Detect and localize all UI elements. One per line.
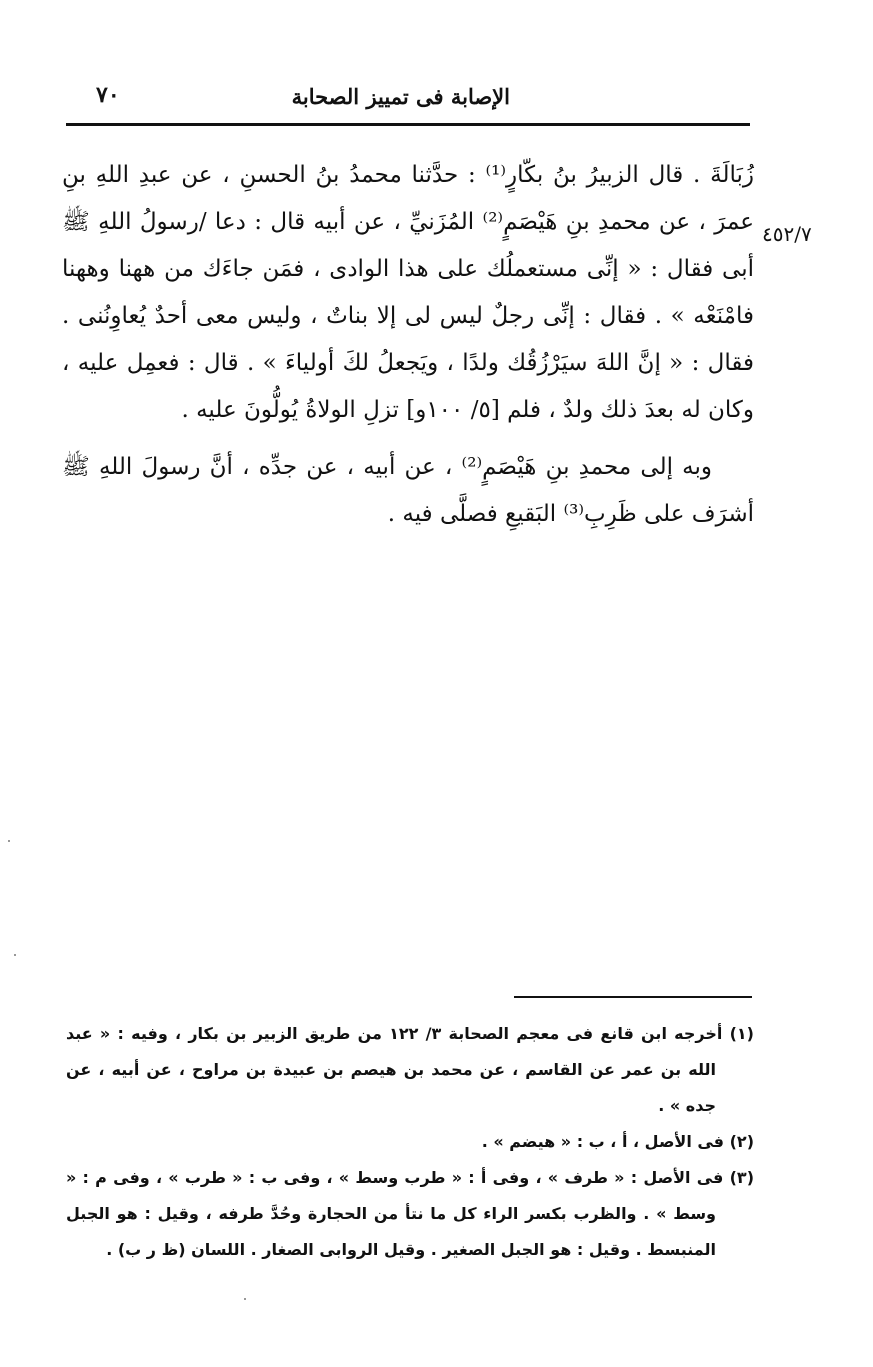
page-number: ٧٠: [96, 82, 120, 108]
paragraph-2: وبه إلى محمدِ بنِ هَيْصَمٍ⁽²⁾ ، عن أبيه ، عن جدِّه ، أنَّ رسولَ اللهِ ﷺ أشرَف على ظَرِبِ⁽³⁾ البَقيعِ فصلَّى فيه .: [62, 454, 754, 527]
header-rule: [66, 123, 750, 126]
paragraph-1: زُبَالَةَ . قال الزبيرُ بنُ بكّارٍ⁽¹⁾ : حدَّثنا محمدُ بنُ الحسنِ ، عن عبدِ اللهِ بنِ عمرَ ، عن محمدِ بنِ هَيْصَمٍ⁽²⁾ المُزَنيِّ ، عن أبيه قال : دعا /رسولُ اللهِ ﷺ أبى فقال : « إنِّى مستعملُك على هذا الوادى ، فمَن جاءَك من ههنا وههنا فامْنَعْه » . فقال : إنِّى رجلٌ ليس لى إلا بناتٌ ، وليس معى أحدٌ يُعاوِنُنى . فقال : « إنَّ اللهَ سيَرْزُقُك ولدًا ، ويَجعلُ لكَ أولياءَ » . قال : فعمِل عليه ، وكان له بعدَ ذلك ولدٌ ، فلم [٥/ ١٠٠و] تزلِ الولاةُ يُولُّونَ عليه .: [62, 162, 754, 423]
footnote-2: (٢) فى الأصل ، أ ، ب : « هيضم » .: [481, 1132, 754, 1151]
footnote-1: (١) أخرجه ابن قانع فى معجم الصحابة ٣/ ١٢٢ من طريق الزبير بن بكار ، وفيه : « عبد الله بن عمر عن القاسم ، عن محمد بن هيصم بن عبيدة بن مراوح ، عن أبيه ، عن جده » .: [66, 1024, 754, 1115]
footnotes: [66, 1016, 754, 1268]
scan-speck: [244, 1298, 246, 1300]
scan-speck: [14, 954, 16, 956]
margin-reference: ٤٥٢/٧: [762, 222, 812, 246]
main-text: [62, 152, 754, 538]
scan-speck: [8, 840, 10, 842]
footnote-rule: [514, 996, 752, 998]
running-title: الإصابة فى تمييز الصحابة: [291, 84, 510, 109]
footnote-3: (٣) فى الأصل : « طرف » ، وفى أ : « طرب وسط » ، وفى ب : « طرب » ، وفى م : « وسط » . والظرب بكسر الراء كل ما نتأ من الحجارة وحُدَّ طرفه ، وقيل : هو الجبل المنبسط . وقيل : هو الجبل الصغير . وقيل الروابى الصغار . اللسان (ظ ر ب) .: [66, 1168, 754, 1259]
